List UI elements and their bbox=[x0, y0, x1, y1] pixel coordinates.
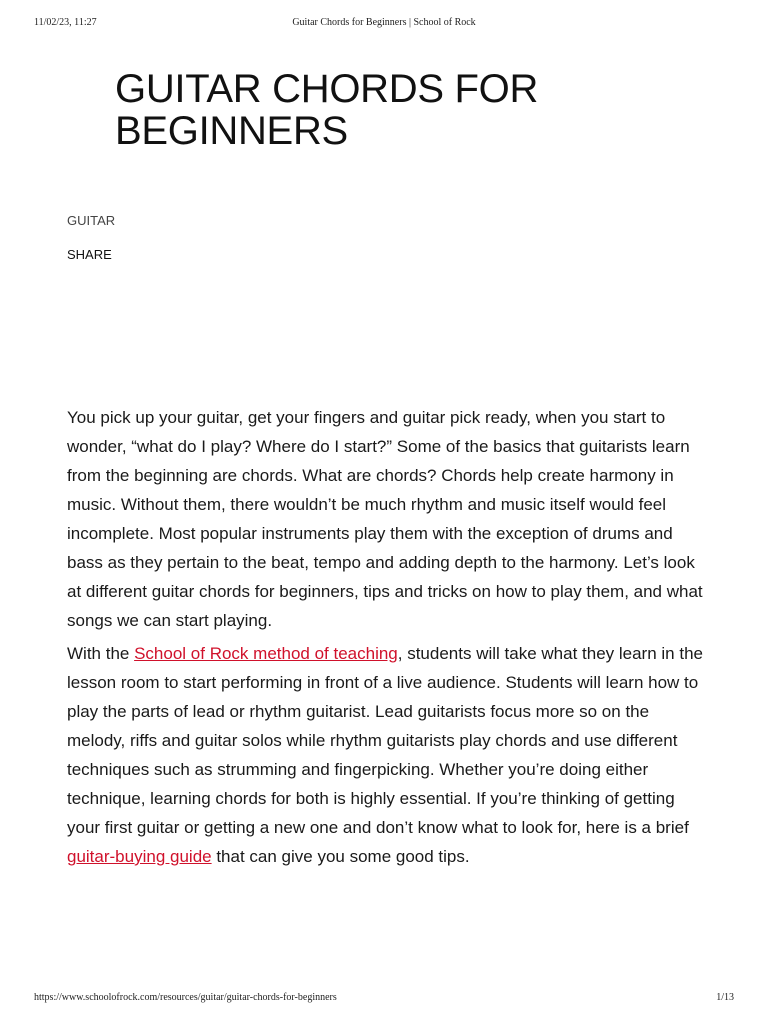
article-body bbox=[67, 403, 707, 875]
print-url: https://www.schoolofrock.com/resources/guitar/guitar-chords-for-beginners bbox=[34, 992, 337, 1003]
intro-paragraph: You pick up your guitar, get your fingers and guitar pick ready, when you start to wonder, “what do I play? Where do I start?” Some of the basics that guitarists learn from the beginning are chords. What are chords? Chords help create harmony in music. Without them, there wouldn’t be much rhythm and music itself would feel incomplete. Most popular instruments play them with the exception of drums and bass as they pertain to the beat, tempo and adding depth to the harmony. Let’s look at different guitar chords for beginners, tips and tricks on how to play them, and what songs we can start playing. bbox=[67, 408, 703, 630]
method-text-end: that can give you some good tips. bbox=[211, 847, 470, 866]
print-header bbox=[0, 17, 768, 33]
guitar-buying-guide-link[interactable]: guitar-buying guide bbox=[67, 847, 212, 866]
method-text-start: With the bbox=[67, 644, 135, 663]
page-title: GUITAR CHORDS FOR BEGINNERS bbox=[115, 67, 539, 153]
print-footer bbox=[0, 992, 768, 1008]
school-of-rock-method-link[interactable]: School of Rock method of teaching bbox=[134, 644, 398, 663]
method-text-middle: , students will take what they learn in the lesson room to start performing in front of a live audience. Students will learn how to play the parts of lead or rhythm guitarist. Lead guitarists focus more so on the melody, riffs and guitar solos while rhythm guitarists play chords and use different techniques such as strumming and fingerpicking. Whether you’re doing either technique, learning chords for both is highly essential. If you’re thinking of getting your first guitar or getting a new one and don’t know what to look for, here is a brief bbox=[67, 644, 703, 837]
print-doc-title: Guitar Chords for Beginners | School of Rock bbox=[292, 17, 476, 28]
print-date: 11/02/23, 11:27 bbox=[34, 17, 97, 28]
method-paragraph bbox=[67, 639, 707, 871]
share-button[interactable]: SHARE bbox=[67, 247, 112, 262]
print-page-number: 1/13 bbox=[716, 992, 734, 1003]
category-link-guitar[interactable]: GUITAR bbox=[67, 213, 116, 228]
